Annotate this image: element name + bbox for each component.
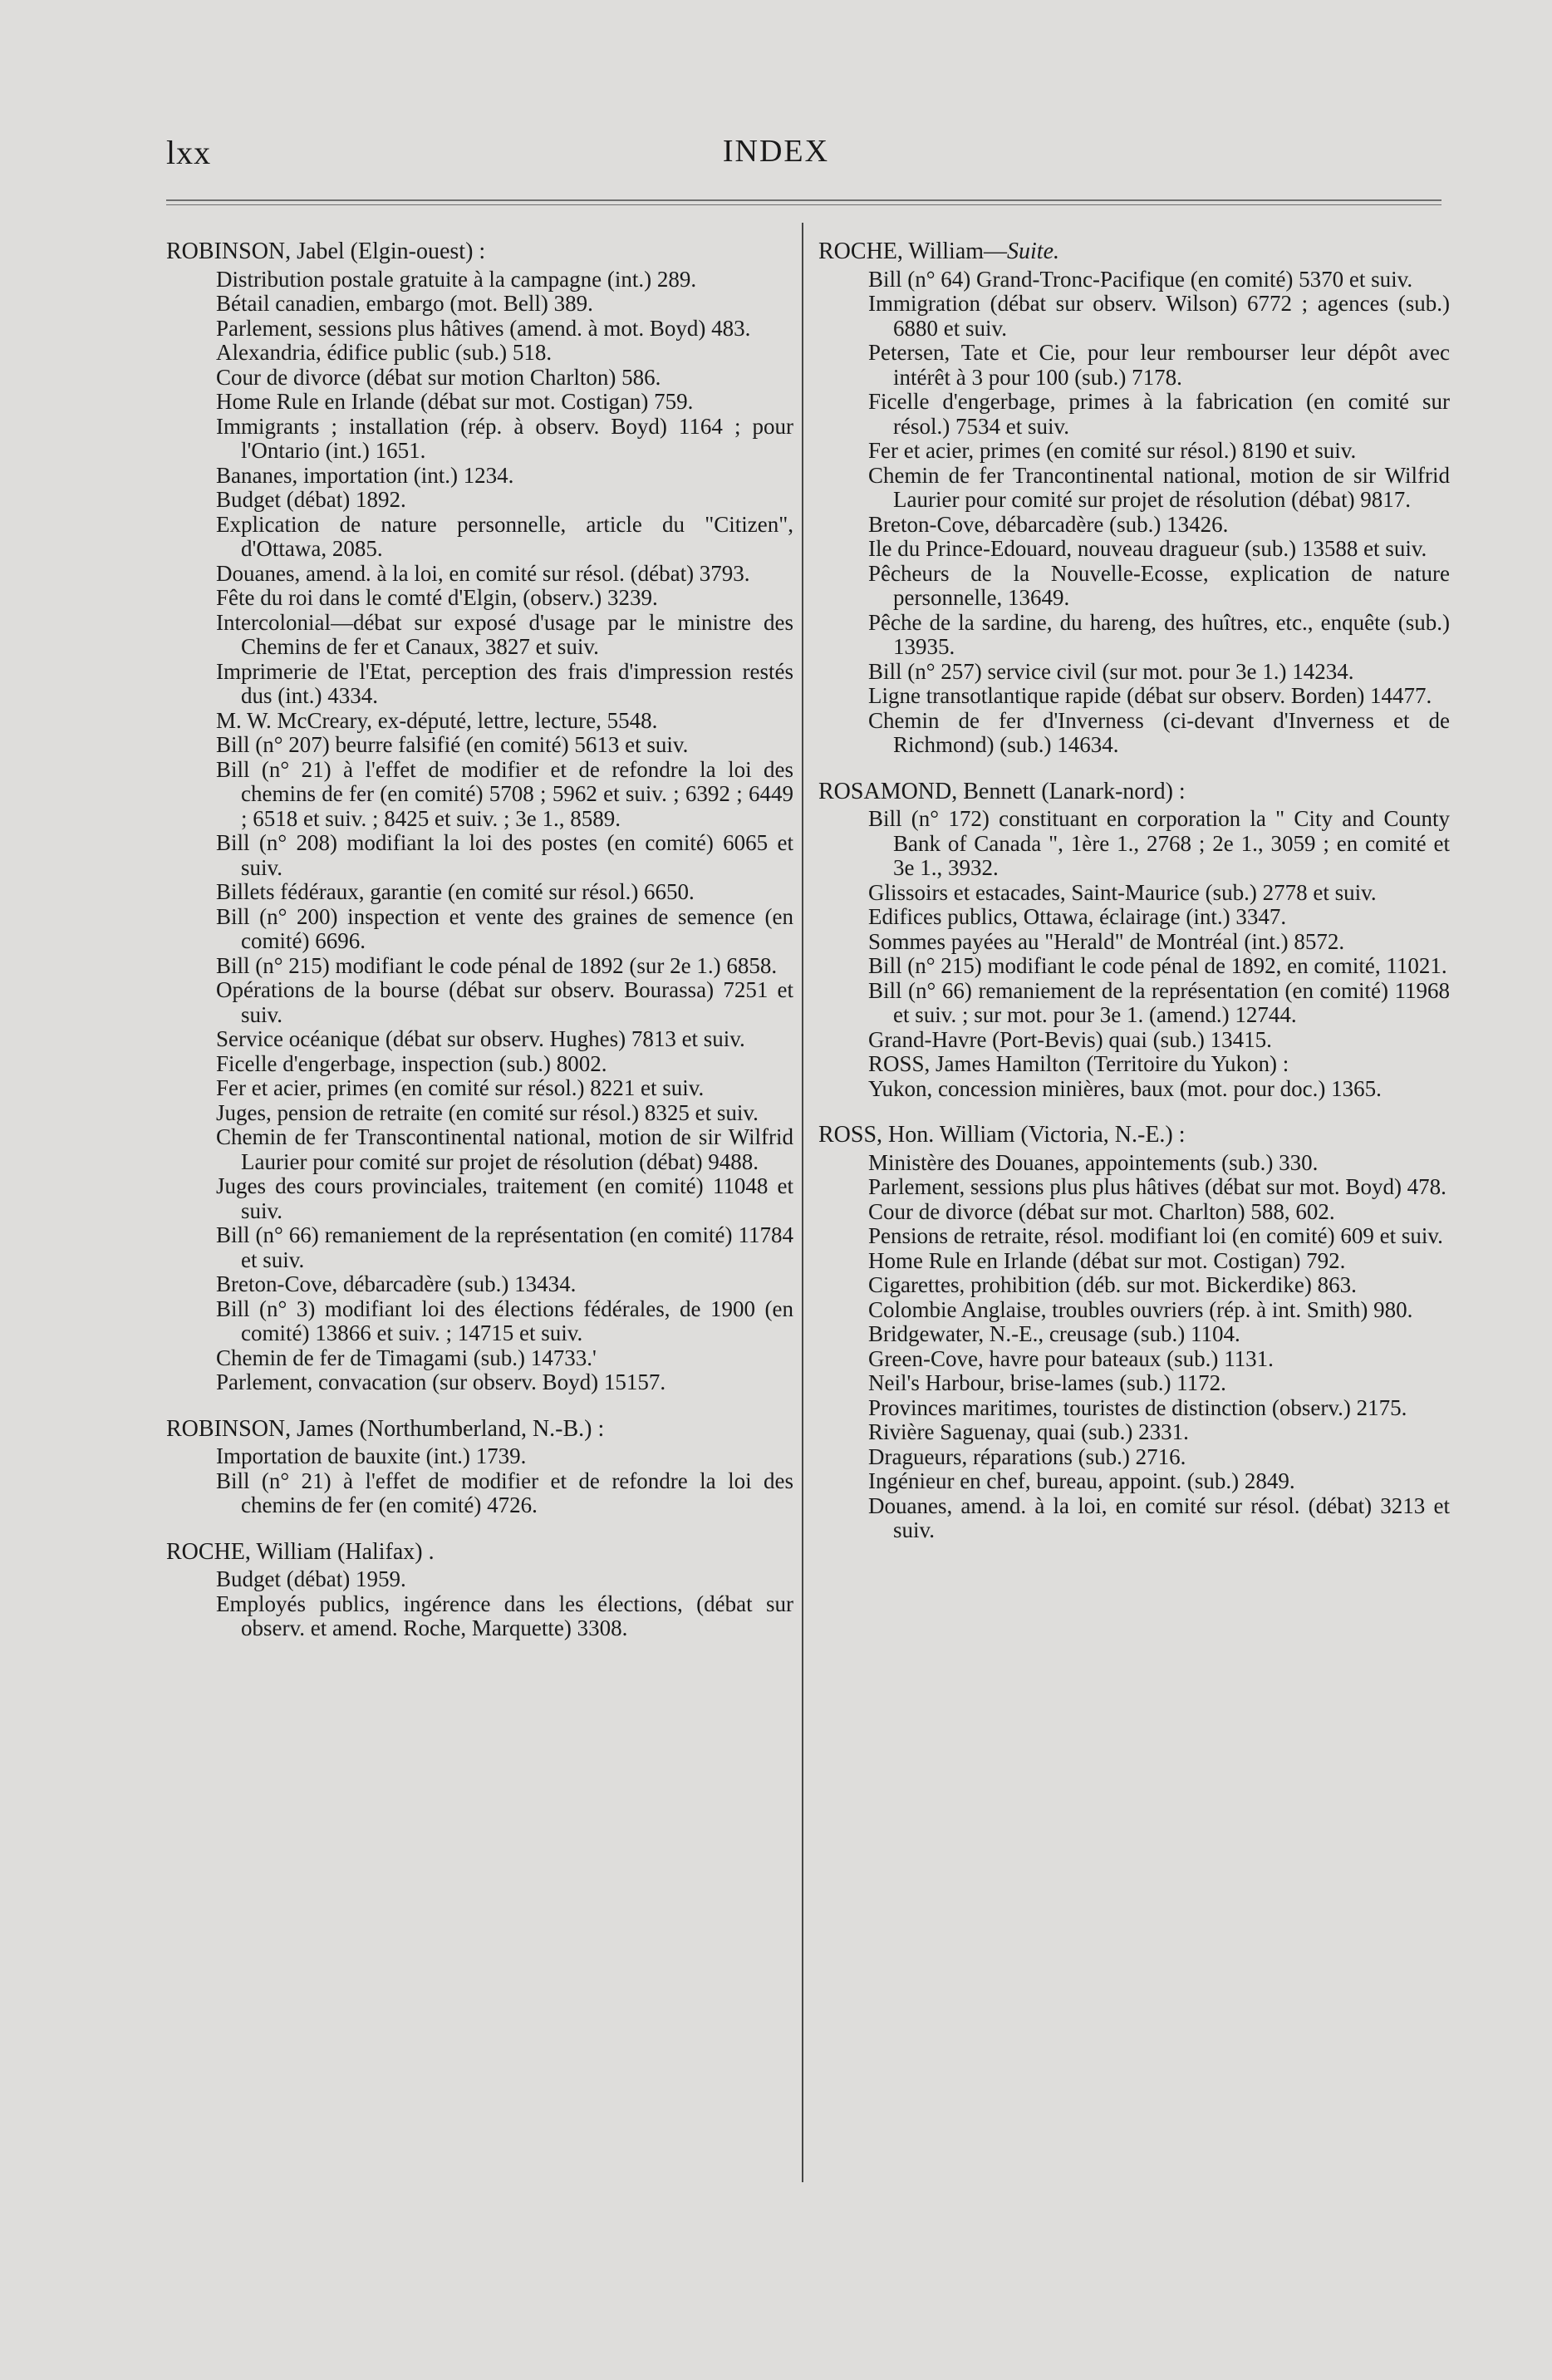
left-column xyxy=(166,239,793,1663)
entry-item: Bill (n° 66) remaniement de la représentation (en comité) 11968 et suiv. ; sur mot. pour 3e 1. (amend.) 12744. xyxy=(868,977,1450,1027)
column-divider xyxy=(802,223,803,2182)
entry-item: Ficelle d'engerbage, inspection (sub.) 8002. xyxy=(216,1050,607,1076)
entry-item: Bill (n° 64) Grand-Tronc-Pacifique (en comité) 5370 et suiv. xyxy=(868,266,1413,292)
entry-item: Pêcheurs de la Nouvelle-Ecosse, explication de nature personnelle, 13649. xyxy=(868,560,1450,610)
entry-item: Employés publics, ingérence dans les élections, (débat sur observ. et amend. Roche, Marquette) 3308. xyxy=(216,1591,793,1640)
entry-item: Parlement, sessions plus plus hâtives (débat sur mot. Boyd) 478. xyxy=(868,1174,1446,1199)
entry-item: Provinces maritimes, touristes de distinction (observ.) 2175. xyxy=(868,1394,1407,1420)
entry-heading-name: ROBINSON, Jabel (Elgin-ouest) : xyxy=(166,238,486,264)
entry-item: Bill (n° 21) à l'effet de modifier et de refondre la loi des chemins de fer (en comité) 4726. xyxy=(216,1468,793,1517)
entry-item: Breton-Cove, débarcadère (sub.) 13434. xyxy=(216,1271,577,1296)
page-title: INDEX xyxy=(722,134,830,169)
entry-heading-name: ROSAMOND, Bennett (Lanark-nord) : xyxy=(818,778,1186,804)
entry-item: Colombie Anglaise, troubles ouvriers (rép. à int. Smith) 980. xyxy=(868,1296,1413,1322)
entry-item: Imprimerie de l'Etat, perception des frais d'impression restés dus (int.) 4334. xyxy=(216,658,793,708)
index-entry xyxy=(818,779,1450,1102)
entry-item: Chemin de fer Transcontinental national, motion de sir Wilfrid Laurier pour comité sur projet de résolution (débat) 9488. xyxy=(216,1124,793,1174)
entry-item: Bill (n° 215) modifiant le code pénal de 1892 (sur 2e 1.) 6858. xyxy=(216,952,778,978)
entry-item: Ficelle d'engerbage, primes à la fabrication (en comité sur résol.) 7534 et suiv. xyxy=(868,389,1450,439)
entry-item: Budget (débat) 1892. xyxy=(216,487,406,512)
entry-item: Distribution postale gratuite à la campagne (int.) 289. xyxy=(216,266,697,292)
entry-item: Bill (n° 200) inspection et vente des graines de semence (en comité) 6696. xyxy=(216,903,793,953)
entry-item: Petersen, Tate et Cie, pour leur rembourser leur dépôt avec intérêt à 3 pour 100 (sub.) 7178. xyxy=(868,340,1450,390)
entry-item: Service océanique (débat sur observ. Hughes) 7813 et suiv. xyxy=(216,1026,745,1051)
entry-heading xyxy=(818,1123,1450,1148)
entry-item: Grand-Havre (Port-Bevis) quai (sub.) 13415. xyxy=(868,1026,1272,1052)
right-column xyxy=(818,239,1450,1565)
entry-item: Bill (n° 66) remaniement de la représentation (en comité) 11784 et suiv. xyxy=(216,1222,793,1272)
entry-item: Ingénieur en chef, bureau, appoint. (sub.) 2849. xyxy=(868,1468,1295,1493)
entry-item: Bill (n° 257) service civil (sur mot. pour 3e 1.) 14234. xyxy=(868,658,1354,684)
entry-item: Green-Cove, havre pour bateaux (sub.) 1131. xyxy=(868,1345,1274,1371)
entry-item: Edifices publics, Ottawa, éclairage (int.) 3347. xyxy=(868,904,1287,929)
entry-item: Bananes, importation (int.) 1234. xyxy=(216,462,514,488)
entry-item: Douanes, amend. à la loi, en comité sur résol. (débat) 3213 et suiv. xyxy=(868,1492,1450,1542)
entry-item: Ministère des Douanes, appointements (sub.) 330. xyxy=(868,1149,1319,1175)
entry-item: Home Rule en Irlande (débat sur mot. Costigan) 759. xyxy=(216,389,694,414)
entry-heading xyxy=(166,1417,793,1442)
entry-heading xyxy=(166,1540,793,1565)
entry-item: Bridgewater, N.-E., creusage (sub.) 1104. xyxy=(868,1321,1240,1346)
entry-heading-name: ROCHE, William (Halifax) . xyxy=(166,1538,435,1565)
entry-heading xyxy=(818,779,1450,804)
entry-item: Importation de bauxite (int.) 1739. xyxy=(216,1443,527,1468)
entry-heading xyxy=(818,239,1450,264)
entry-item: Neil's Harbour, brise-lames (sub.) 1172. xyxy=(868,1370,1226,1395)
entry-item: Ile du Prince-Edouard, nouveau dragueur (sub.) 13588 et suiv. xyxy=(868,536,1427,561)
entry-item: Ligne transotlantique rapide (débat sur observ. Borden) 14477. xyxy=(868,683,1432,708)
entry-item: Parlement, sessions plus hâtives (amend. à mot. Boyd) 483. xyxy=(216,315,751,341)
entry-item: Intercolonial—débat sur exposé d'usage par le ministre des Chemins de fer et Canaux, 3827 et suiv. xyxy=(216,609,793,659)
entry-item: Cour de divorce (débat sur mot. Charlton) 588, 602. xyxy=(868,1198,1335,1224)
entry-item: Billets fédéraux, garantie (en comité sur résol.) 6650. xyxy=(216,879,695,904)
entry-item: Home Rule en Irlande (débat sur mot. Costigan) 792. xyxy=(868,1247,1346,1273)
entry-item: Glissoirs et estacades, Saint-Maurice (sub.) 2778 et suiv. xyxy=(868,879,1377,905)
entry-item: Bill (n° 172) constituant en corporation la " City and County Bank of Canada ", 1ère 1., 2768 ; 2e 1., 3059 ; en comité et 3e 1., 3932. xyxy=(868,806,1450,880)
header-rule xyxy=(166,199,1441,205)
entry-item: Pensions de retraite, résol. modifiant loi (en comité) 609 et suiv. xyxy=(868,1223,1443,1248)
entry-item: Chemin de fer de Timagami (sub.) 14733.' xyxy=(216,1345,597,1370)
entry-heading-name: ROSS, Hon. William (Victoria, N.-E.) : xyxy=(818,1122,1186,1148)
entry-item: Parlement, convacation (sur observ. Boyd) 15157. xyxy=(216,1369,666,1394)
entry-item: Breton-Cove, débarcadère (sub.) 13426. xyxy=(868,511,1229,537)
index-entry xyxy=(818,1123,1450,1543)
entry-item: Chemin de fer Trancontinental national, motion de sir Wilfrid Laurier pour comité sur projet de résolution (débat) 9817. xyxy=(868,462,1450,512)
entry-item: Juges, pension de retraite (en comité sur résol.) 8325 et suiv. xyxy=(216,1099,759,1125)
entry-item: Fer et acier, primes (en comité sur résol.) 8221 et suiv. xyxy=(216,1075,705,1100)
page-number: lxx xyxy=(166,134,212,171)
entry-item: M. W. McCreary, ex-député, lettre, lecture, 5548. xyxy=(216,707,658,733)
entry-item: Yukon, concession minières, baux (mot. pour doc.) 1365. xyxy=(868,1075,1382,1101)
index-entry xyxy=(166,1540,793,1641)
entry-heading xyxy=(166,239,793,264)
entry-heading-name: ROBINSON, James (Northumberland, N.-B.) : xyxy=(166,1415,605,1442)
entry-item: ROSS, James Hamilton (Territoire du Yukon) : xyxy=(868,1051,1289,1076)
entry-heading-name: ROCHE, William— xyxy=(818,238,1008,264)
index-entry xyxy=(166,239,793,1395)
entry-item: Cour de divorce (débat sur motion Charlton) 586. xyxy=(216,364,661,390)
entry-item: Opérations de la bourse (débat sur observ. Bourassa) 7251 et suiv. xyxy=(216,977,793,1027)
entry-item: Immigration (débat sur observ. Wilson) 6772 ; agences (sub.) 6880 et suiv. xyxy=(868,291,1450,341)
entry-item: Bill (n° 208) modifiant la loi des postes (en comité) 6065 et suiv. xyxy=(216,830,793,880)
index-entry xyxy=(166,1417,793,1518)
entry-item: Bill (n° 215) modifiant le code pénal de 1892, en comité, 11021. xyxy=(868,953,1447,978)
entry-item: Bill (n° 21) à l'effet de modifier et de refondre la loi des chemins de fer (en comité) 5708 ; 5962 et suiv. ; 6392 ; 6449 ; 6518 et suiv. ; 8425 et suiv. ; 3e 1., 8589. xyxy=(216,756,793,831)
entry-item: Explication de nature personnelle, article du "Citizen", d'Ottawa, 2085. xyxy=(216,511,793,561)
entry-item: Fête du roi dans le comté d'Elgin, (observ.) 3239. xyxy=(216,585,658,610)
entry-item: Dragueurs, réparations (sub.) 2716. xyxy=(868,1443,1186,1469)
entry-item: Alexandria, édifice public (sub.) 518. xyxy=(216,340,553,365)
entry-item: Sommes payées au "Herald" de Montréal (int.) 8572. xyxy=(868,928,1345,954)
entry-item: Douanes, amend. à la loi, en comité sur résol. (débat) 3793. xyxy=(216,560,750,586)
entry-item: Juges des cours provinciales, traitement (en comité) 11048 et suiv. xyxy=(216,1173,793,1223)
entry-heading-suffix: Suite. xyxy=(1007,238,1060,264)
entry-item: Cigarettes, prohibition (déb. sur mot. Bickerdike) 863. xyxy=(868,1272,1357,1297)
entry-item: Rivière Saguenay, quai (sub.) 2331. xyxy=(868,1419,1189,1444)
entry-item: Bill (n° 3) modifiant loi des élections fédérales, de 1900 (en comité) 13866 et suiv. ; 14715 et suiv. xyxy=(216,1296,793,1345)
entry-item: Budget (débat) 1959. xyxy=(216,1566,406,1591)
entry-item: Chemin de fer d'Inverness (ci-devant d'Inverness et de Richmond) (sub.) 14634. xyxy=(868,707,1450,757)
entry-item: Fer et acier, primes (en comité sur résol.) 8190 et suiv. xyxy=(868,438,1357,463)
entry-item: Pêche de la sardine, du hareng, des huîtres, etc., enquête (sub.) 13935. xyxy=(868,609,1450,659)
entry-item: Bill (n° 207) beurre falsifié (en comité) 5613 et suiv. xyxy=(216,732,689,757)
index-entry xyxy=(818,239,1450,758)
entry-item: Bétail canadien, embargo (mot. Bell) 389. xyxy=(216,291,593,316)
entry-item: Immigrants ; installation (rép. à observ. Boyd) 1164 ; pour l'Ontario (int.) 1651. xyxy=(216,413,793,463)
